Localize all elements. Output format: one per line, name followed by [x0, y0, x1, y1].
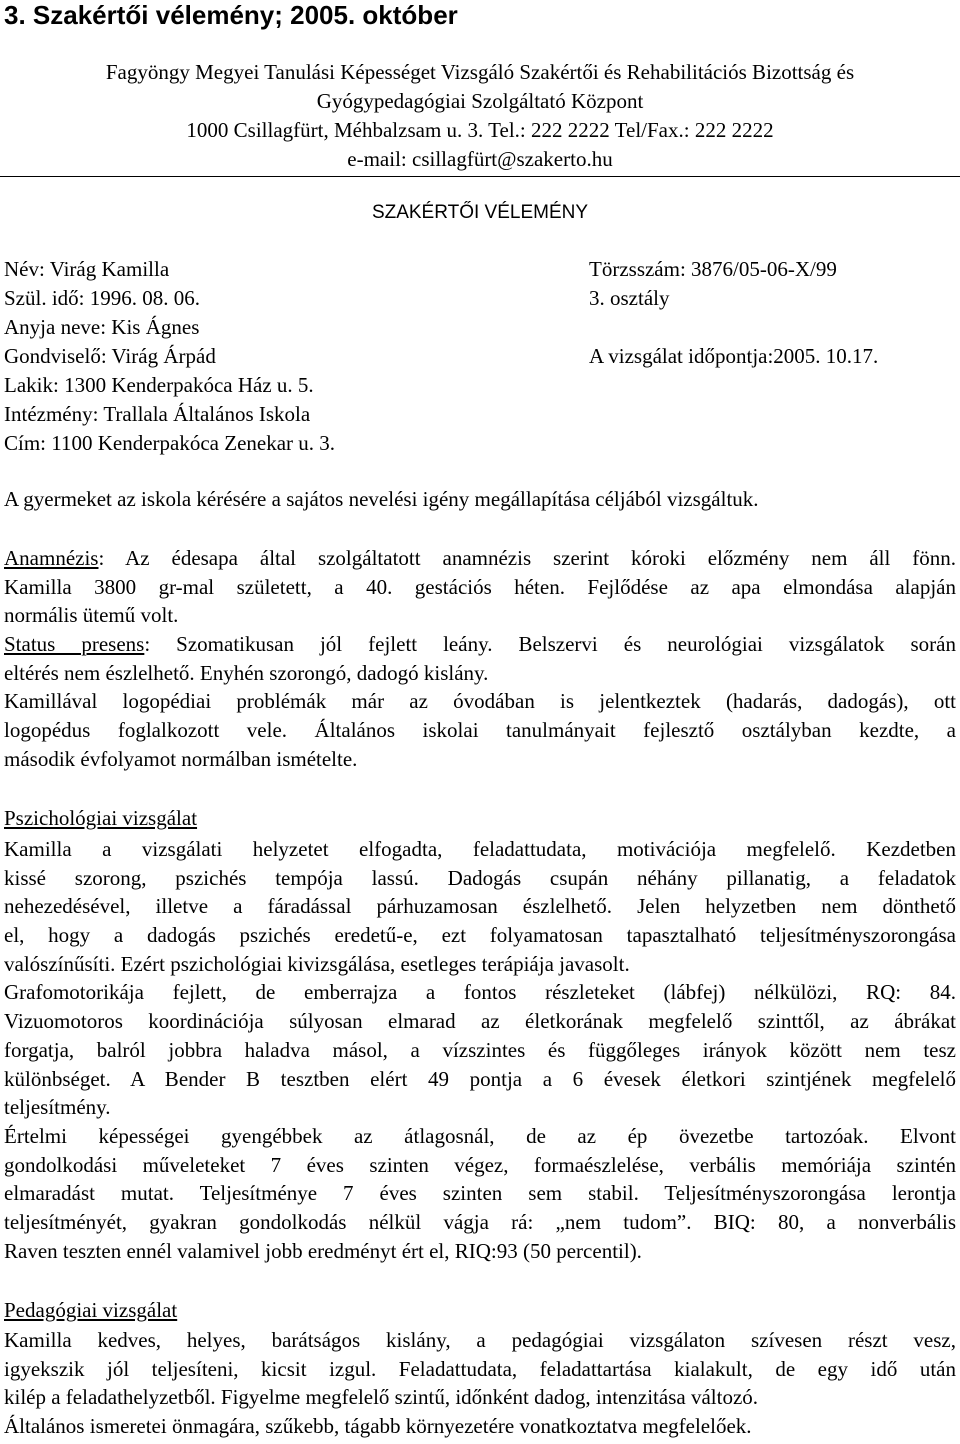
header-divider: [0, 176, 960, 177]
institution-email: e-mail: csillagfürt@szakerto.hu: [347, 147, 613, 171]
psych-section-title: Pszichológiai vizsgálat: [4, 806, 198, 830]
psych-line: gondolkodási műveleteket 7 éves szinten végez, formaészlelése, verbális memóriája szintén: [4, 1152, 956, 1177]
ped-line: igyekszik jól teljesíteni, kicsit izgul. Feladattudata, feladattartása kialakult, de egy idő után: [4, 1356, 956, 1381]
grade: 3. osztály: [589, 286, 670, 310]
psych-line: Vizuomotoros koordinációja súlyosan elmarad az életkorának megfelelő szinttől, az ábrákat: [4, 1009, 956, 1034]
institution-line-1: Fagyöngy Megyei Tanulási Képességet Vizsgáló Szakértői és Rehabilitációs Bizottság és: [105, 60, 855, 84]
exam-date: A vizsgálat időpontja:2005. 10.17.: [589, 344, 879, 368]
anamnesis-section: [4, 544, 956, 630]
status-section: [4, 630, 956, 773]
student-name: Név: Virág Kamilla: [4, 257, 170, 281]
document-heading: 3. Szakértői vélemény; 2005. október: [4, 0, 458, 30]
ped-section-title: Pedagógiai vizsgálat: [4, 1298, 178, 1322]
anamnesis-line: Kamilla 3800 gr-mal született, a 40. gestációs héten. Fejlődése az apa elmondása alapján: [4, 574, 956, 599]
anamnesis-label: Anamnézis: [4, 546, 99, 570]
institution-line-3: 1000 Csillagfürt, Méhbalzsam u. 3. Tel.: 222 2222 Tel/Fax.: 222 2222: [186, 118, 774, 142]
psych-line: nehezedésével, illetve a fáradással párhuzamosan észlelhető. Jelen helyzetben nem dönthető: [4, 894, 956, 919]
status-line: : Szomatikusan jól fejlett leány. Belszervi és neurológiai vizsgálatok során: [144, 632, 956, 656]
anamnesis-line: normális ütemű volt.: [4, 603, 179, 628]
status-line: eltérés nem észlelhető. Enyhén szorongó, dadogó kislány.: [4, 660, 489, 685]
psych-section: [4, 835, 956, 1265]
registry-number: Törzsszám: 3876/05-06-X/99: [589, 257, 837, 281]
school-name: Intézmény: Trallala Általános Iskola: [4, 402, 311, 426]
psych-line: Kamilla a vizsgálati helyzetet elfogadta, feladattudata, motivációja megfelelő. Kezdetben: [4, 837, 956, 861]
psych-line: Értelmi képességei gyengébbek az átlagosnál, de az ép övezetbe tartozóak. Elvont: [4, 1123, 956, 1148]
mother-name: Anyja neve: Kis Ágnes: [4, 315, 200, 339]
institution-line-2: Gyógypedagógiai Szolgáltató Központ: [316, 89, 644, 113]
school-address: Cím: 1100 Kenderpakóca Zenekar u. 3.: [4, 431, 336, 455]
status-label: Status presens: [4, 632, 145, 656]
psych-line: el, hogy a dadogás pszichés eredetű-e, ezt folyamatosan tapasztalható teljesítményszorongása: [4, 923, 956, 948]
ped-section: [4, 1326, 956, 1441]
psych-line: különbséget. A Bender B tesztben elért 49 pontja a 6 évesek életkori szintjének megfelelő: [4, 1066, 956, 1091]
ped-line: kilép a feladathelyzetből. Figyelme megfelelő szintű, időnként dadog, intenzitása változó.: [4, 1385, 759, 1410]
psych-line: teljesítményét, gyakran gondolkodás nélkül vágja rá: „nem tudom”. BIQ: 80, a nonverbális: [4, 1209, 956, 1234]
status-line: Kamillával logopédiai problémák már az óvodában is jelentkeztek (hadarás, dadogás), ott: [4, 689, 956, 714]
status-line: logopédus foglalkozott vele. Általános iskolai tanulmányait fejlesztő osztályban kezdte, a: [4, 718, 956, 743]
psych-line: elmaradást mutat. Teljesítménye 7 éves szinten sem stabil. Teljesítményszorongása lerontja: [4, 1181, 956, 1206]
psych-line: Raven teszten ennél valamivel jobb eredményt ért el, RIQ:93 (50 percentil).: [4, 1238, 642, 1263]
ped-line: Kamilla kedves, helyes, barátságos kislány, a pedagógiai vizsgálaton szívesen részt vesz,: [4, 1328, 956, 1352]
psych-line: teljesítmény.: [4, 1095, 111, 1120]
birth-date: Szül. idő: 1996. 08. 06.: [4, 286, 201, 310]
document-title: SZAKÉRTŐI VÉLEMÉNY: [371, 202, 589, 223]
psych-line: Grafomotorikája fejlett, de emberrajza a fontos részleteket (lábfej) nélkülözi, RQ: 84.: [4, 980, 956, 1005]
psych-line: forgatja, balról jobbra haladva másol, a vízszintes és függőleges irányok között nem tesz: [4, 1037, 956, 1062]
intro-statement: A gyermeket az iskola kérésére a sajátos nevelési igény megállapítása céljából vizsgáltuk.: [4, 487, 759, 511]
status-line: második évfolyamot normálban ismételte.: [4, 746, 358, 771]
anamnesis-line: : Az édesapa által szolgáltatott anamnézis szerint kóroki előzmény nem áll fönn.: [98, 546, 956, 570]
psych-line: kissé szorong, pszichés tempója lassú. Dadogás csupán néhány pillanatig, a feladatok: [4, 865, 956, 890]
guardian-name: Gondviselő: Virág Árpád: [4, 344, 216, 368]
psych-line: valószínűsíti. Ezért pszichológiai kivizsgálása, esetleges terápiája javasolt.: [4, 951, 630, 976]
home-address: Lakik: 1300 Kenderpakóca Ház u. 5.: [4, 373, 314, 397]
ped-line: Általános ismeretei önmagára, szűkebb, tágabb környezetére vonatkoztatva megfelelőek.: [4, 1414, 752, 1439]
